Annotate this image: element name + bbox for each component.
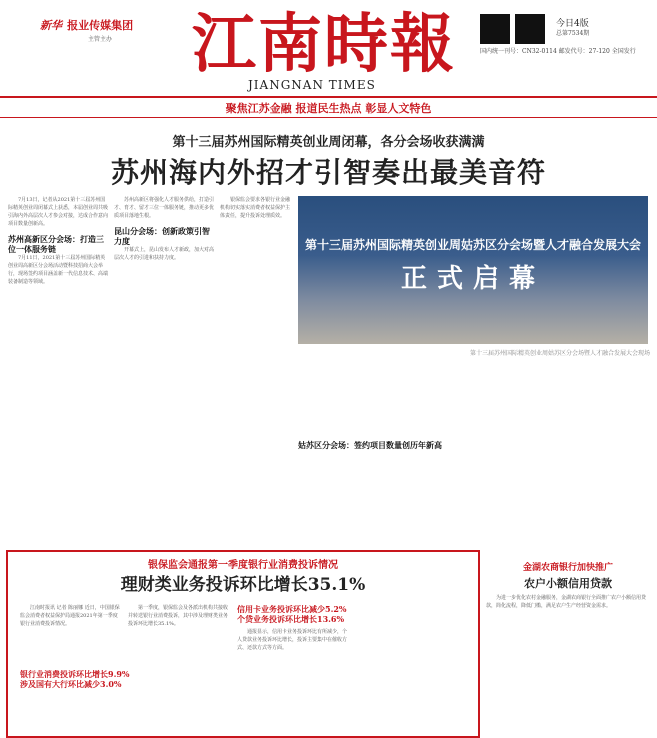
article-text: 7月11日，2021第十三届苏州国际精英创业周高新区分会场活动暨科技招商大会举行，现场签约项目涵盖新一代信息技术、高端装备制造等领域。 (8, 255, 108, 285)
article-column (486, 594, 650, 734)
article-text: 江南时报讯 记者 陈丽娜 近日，中国银保监会消费者权益保护局通报2021年第一季度银行业消费投诉情况。 (20, 605, 120, 627)
section-title: 昆山分会场：创新政策引智力度 (114, 226, 210, 246)
section-block (298, 440, 458, 450)
photo-sign: 正式启幕 (400, 264, 545, 294)
qr-code-icon (480, 14, 510, 44)
page-label: 今日4版 (556, 19, 589, 29)
divider (0, 96, 657, 98)
publisher-mark: 新华 (40, 19, 62, 32)
feature-article (6, 550, 480, 738)
section-title: 姑苏区分会场：签约项目数量创历年新高 (298, 440, 442, 450)
issue-number: 总第7534期 (556, 30, 590, 37)
article-text: 苏州高新区将强化人才服务供给，打造引才、育才、留才三位一体服务链，推动更多优质项目落地生根。 (114, 197, 214, 219)
qr-code-icon (515, 14, 545, 44)
article-text: 银保监会要求各银行业金融机构切实落实消费者权益保护主体责任，提升投诉处理质效。 (220, 197, 291, 219)
article-text: 第一季度，银保监会及各派出机构共接收并转送银行业消费投诉，其中涉及理财类业务投诉环比增长35.1%。 (128, 605, 228, 627)
article-text: 为进一步优化农村金融服务，金湖农商银行全面推广农户小额信用贷款，简化流程，降低门槛，满足农户生产经营资金需求。 (486, 595, 647, 609)
article-column (220, 196, 292, 546)
top-headline: 苏州海内外招才引智奏出最美音符 (110, 156, 546, 189)
masthead-title: 江南時報 (192, 7, 456, 82)
article-column (20, 604, 120, 664)
feature-section-title: 信用卡业务投诉环比减少5.2% 个贷业务投诉环比增长13.6% (237, 604, 347, 624)
article-column (237, 628, 347, 728)
feature-subheadline: 银保监会通报第一季度银行业消费投诉情况 (148, 560, 338, 571)
side-subheadline: 金湖农商银行加快推广 (522, 563, 613, 573)
divider (0, 117, 657, 118)
top-subheadline: 第十三届苏州国际精英创业周闭幕，各分会场收获满满 (172, 135, 485, 150)
article-text: 通报显示，信用卡业务投诉环比有所减少，个人贷款业务投诉环比增长，投诉主要集中在催收方式、还款方式等方面。 (237, 629, 347, 651)
photo-caption: 第十三届苏州国际精英创业周姑苏区分会场暨人才融合发展大会现场 (469, 350, 650, 357)
publisher-sub: 主管主办 (88, 36, 113, 43)
article-column (8, 196, 108, 546)
publication-info: 国内统一刊号：CN32-0114 邮发代号：27-120 全国发行 (480, 48, 636, 55)
article-column (114, 196, 214, 546)
photo-banner: 第十三届苏州国际精英创业周姑苏区分会场暨人才融合发展大会 (304, 238, 641, 252)
masthead-english: JIANGNAN TIMES (248, 78, 376, 92)
article-text: 7月13日，记者从2021第十三届苏州国际精英创业周闭幕式上获悉，本届创业周共吸引海内外高层次人才参会对接，达成合作意向项目数量创新高。 (8, 197, 108, 227)
news-photo (298, 196, 648, 344)
side-headline: 农户小额信用贷款 (524, 577, 612, 590)
section-title: 苏州高新区分会场：打造三位一体服务链 (8, 234, 104, 254)
article-text: 开幕式上，昆山发布人才新政，加大对高层次人才的引进和扶持力度。 (114, 247, 214, 261)
publisher-name: 报业传媒集团 (67, 19, 134, 32)
slogan: 聚焦江苏金融 报道民生热点 彰显人文特色 (225, 102, 432, 115)
feature-headline: 理财类业务投诉环比增长35.1% (120, 575, 366, 595)
article-column (128, 604, 228, 729)
feature-section-title: 银行业消费投诉环比增长9.9% 涉及国有大行环比减少3.0% (20, 669, 130, 689)
